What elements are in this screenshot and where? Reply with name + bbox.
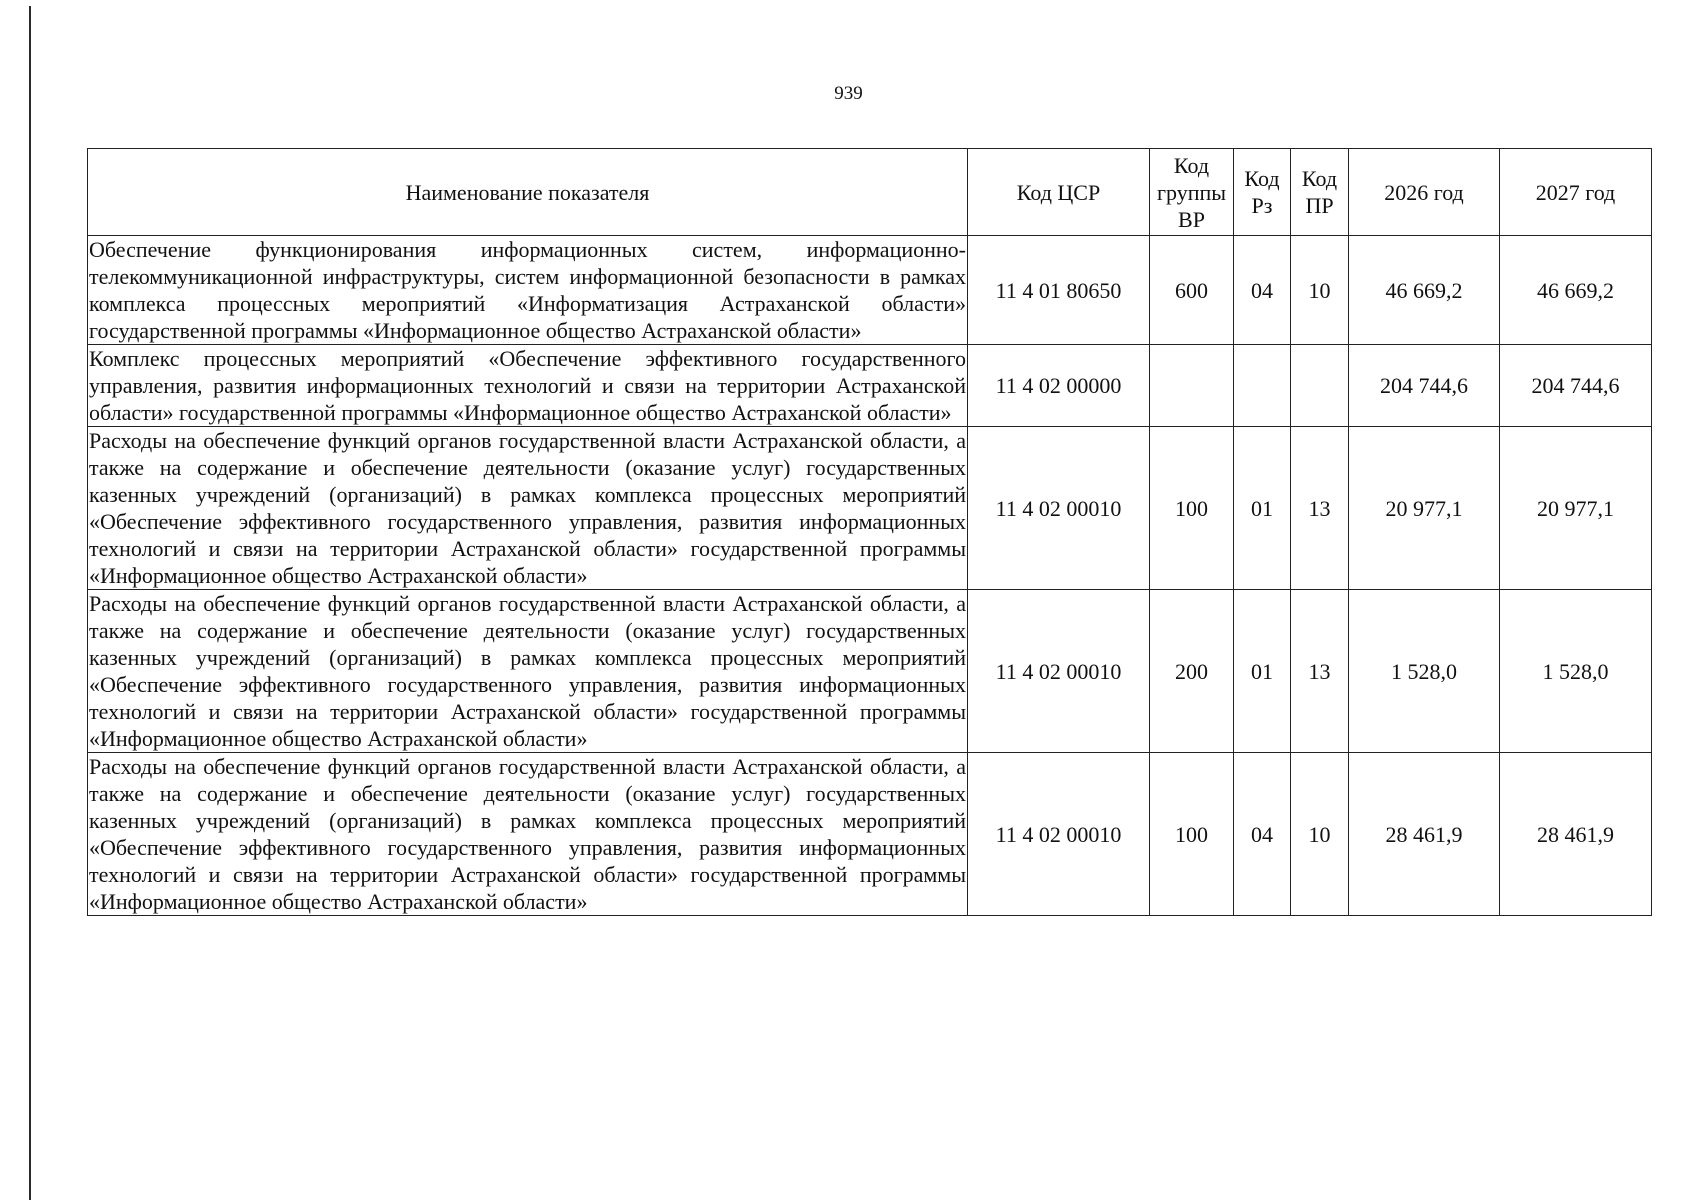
header-rz: Код Рз [1234, 149, 1291, 236]
header-vr: Код группы ВР [1150, 149, 1234, 236]
cell-name: Обеспечение функционирования информационных систем, информационно-телекоммуникационной инфраструктуры, систем информационной безопасности в рамках комплекса процессных мероприятий «Информатизация Астраханской области» государственной программы «Информационное общество Астраханской области» [89, 237, 966, 343]
table-row [88, 427, 1652, 590]
cell-pr [1291, 345, 1349, 427]
cell-2027: 204 744,6 [1500, 345, 1652, 427]
cell-vr: 100 [1150, 427, 1234, 590]
cell-pr: 10 [1291, 753, 1349, 916]
cell-vr: 200 [1150, 590, 1234, 753]
cell-2026: 204 744,6 [1349, 345, 1500, 427]
cell-pr: 10 [1291, 236, 1349, 345]
cell-2027: 1 528,0 [1500, 590, 1652, 753]
cell-csr: 11 4 02 00010 [968, 427, 1150, 590]
header-csr: Код ЦСР [968, 149, 1150, 236]
cell-rz: 04 [1234, 236, 1291, 345]
cell-2026: 20 977,1 [1349, 427, 1500, 590]
cell-2027: 46 669,2 [1500, 236, 1652, 345]
cell-2026: 1 528,0 [1349, 590, 1500, 753]
table-row [88, 345, 1652, 427]
cell-csr: 11 4 02 00010 [968, 753, 1150, 916]
header-pr: Код ПР [1291, 149, 1349, 236]
cell-vr: 600 [1150, 236, 1234, 345]
cell-name: Расходы на обеспечение функций органов государственной власти Астраханской области, а также на содержание и обеспечение деятельности (оказание услуг) государственных казенных учреждений (организаций) в рамках комплекса процессных мероприятий «Обеспечение эффективного государственного управления, развития информационных технологий и связи на территории Астраханской области» государственной программы «Информационное общество Астраханской области» [89, 428, 966, 588]
cell-2027: 20 977,1 [1500, 427, 1652, 590]
cell-rz: 01 [1234, 427, 1291, 590]
header-2026: 2026 год [1349, 149, 1500, 236]
table-row [88, 753, 1652, 916]
cell-rz: 01 [1234, 590, 1291, 753]
binding-margin-line [29, 6, 31, 1200]
cell-rz: 04 [1234, 753, 1291, 916]
header-row [88, 149, 1652, 236]
cell-vr: 100 [1150, 753, 1234, 916]
cell-name: Расходы на обеспечение функций органов государственной власти Астраханской области, а также на содержание и обеспечение деятельности (оказание услуг) государственных казенных учреждений (организаций) в рамках комплекса процессных мероприятий «Обеспечение эффективного государственного управления, развития информационных технологий и связи на территории Астраханской области» государственной программы «Информационное общество Астраханской области» [89, 591, 966, 751]
cell-2027: 28 461,9 [1500, 753, 1652, 916]
cell-pr: 13 [1291, 427, 1349, 590]
cell-rz [1234, 345, 1291, 427]
cell-csr: 11 4 02 00000 [968, 345, 1150, 427]
cell-name: Расходы на обеспечение функций органов государственной власти Астраханской области, а также на содержание и обеспечение деятельности (оказание услуг) государственных казенных учреждений (организаций) в рамках комплекса процессных мероприятий «Обеспечение эффективного государственного управления, развития информационных технологий и связи на территории Астраханской области» государственной программы «Информационное общество Астраханской области» [89, 754, 966, 914]
table-row [88, 590, 1652, 753]
table-row [88, 236, 1652, 345]
cell-csr: 11 4 01 80650 [968, 236, 1150, 345]
header-2027: 2027 год [1500, 149, 1652, 236]
cell-name: Комплекс процессных мероприятий «Обеспечение эффективного государственного управления, развития информационных технологий и связи на территории Астраханской области» государственной программы «Информационное общество Астраханской области» [89, 346, 966, 425]
cell-pr: 13 [1291, 590, 1349, 753]
cell-2026: 28 461,9 [1349, 753, 1500, 916]
cell-vr [1150, 345, 1234, 427]
cell-csr: 11 4 02 00010 [968, 590, 1150, 753]
page-number: 939 [834, 83, 863, 104]
budget-table [87, 148, 1652, 916]
header-name: Наименование показателя [88, 149, 968, 236]
cell-2026: 46 669,2 [1349, 236, 1500, 345]
